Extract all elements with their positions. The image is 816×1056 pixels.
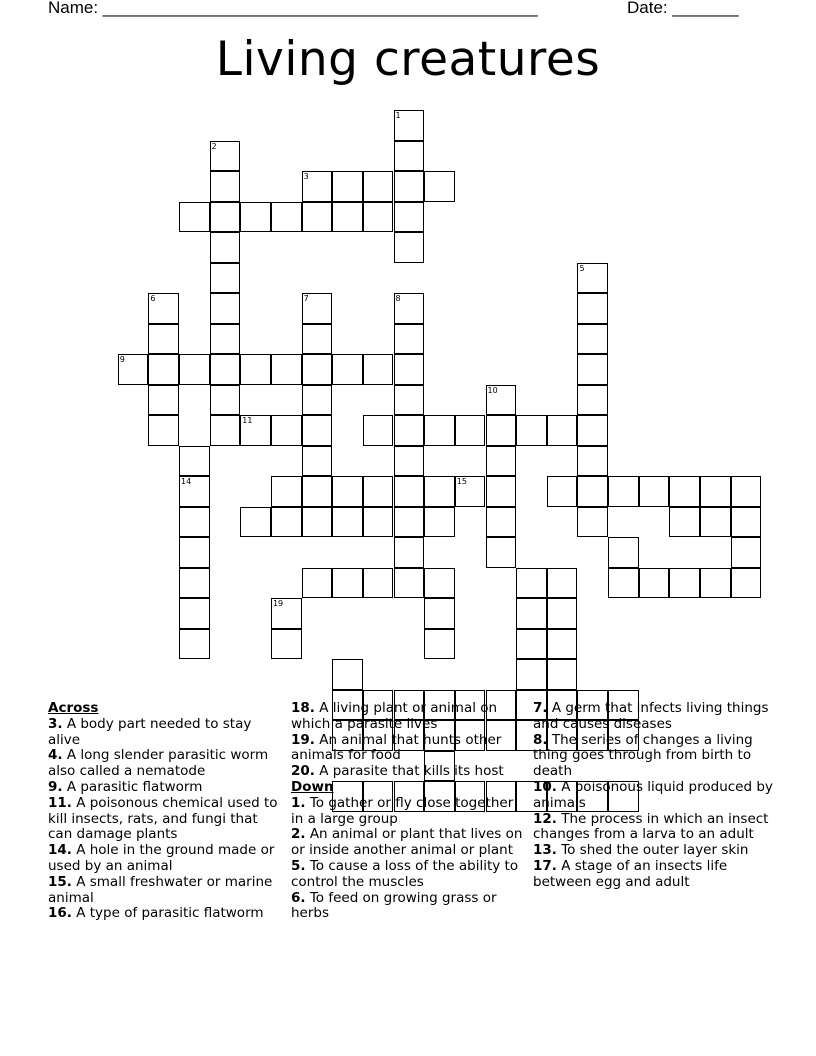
name-field-label: Name: ______________________________________________ <box>48 0 538 17</box>
clue-number: 15 <box>456 477 468 486</box>
grid-cell[interactable] <box>394 476 425 507</box>
grid-cell[interactable] <box>639 568 670 599</box>
clue-item-text: To feed on growing grass or herbs <box>291 889 497 922</box>
grid-cell[interactable] <box>332 354 363 385</box>
clue-item-text: To shed the outer layer skin <box>556 842 749 859</box>
clues-column-3 <box>533 701 773 891</box>
grid-cell[interactable] <box>394 385 425 416</box>
grid-cell[interactable] <box>608 537 639 568</box>
clue-item-text: To gather or fly close together in a large group <box>291 794 514 827</box>
clue-number: 10 <box>487 385 498 395</box>
grid-cell[interactable] <box>240 354 271 385</box>
grid-cell[interactable] <box>577 415 608 446</box>
grid-cell[interactable] <box>302 568 333 599</box>
grid-cell[interactable] <box>577 507 608 538</box>
grid-cell[interactable] <box>731 568 762 599</box>
grid-cell[interactable] <box>669 507 700 538</box>
grid-cell[interactable] <box>577 354 608 385</box>
grid-cell[interactable] <box>516 629 547 660</box>
grid-cell[interactable] <box>516 568 547 599</box>
grid-cell[interactable] <box>547 568 578 599</box>
grid-cell[interactable] <box>700 568 731 599</box>
grid-cell[interactable] <box>210 354 241 385</box>
grid-cell[interactable] <box>486 537 517 568</box>
clue-number: 14 <box>181 477 192 486</box>
across-clue-list <box>48 717 280 922</box>
grid-cell[interactable] <box>394 171 425 202</box>
grid-cell[interactable] <box>332 659 363 690</box>
clue-item <box>533 780 773 812</box>
grid-cell[interactable] <box>516 598 547 629</box>
grid-cell[interactable] <box>424 568 455 599</box>
grid-cell[interactable] <box>271 629 302 660</box>
clue-number: 5 <box>579 263 585 273</box>
clue-item-text: A small freshwater or marine animal <box>48 873 273 906</box>
clue-number: 9 <box>119 355 125 364</box>
grid-cell[interactable] <box>148 385 179 416</box>
clue-item-number: 6. <box>291 889 306 906</box>
clue-item <box>533 701 773 733</box>
grid-cell[interactable] <box>210 324 241 355</box>
grid-cell[interactable] <box>486 476 517 507</box>
clue-item-text: The process in which an insect changes from a larva to an adult <box>533 810 769 843</box>
grid-cell[interactable] <box>424 507 455 538</box>
grid-cell[interactable] <box>608 476 639 507</box>
grid-cell[interactable] <box>486 385 517 416</box>
clue-item-number: 3. <box>48 715 63 732</box>
clue-item <box>48 875 280 907</box>
grid-cell[interactable] <box>179 629 210 660</box>
clue-item-number: 11. <box>48 794 72 811</box>
grid-cell[interactable] <box>516 659 547 690</box>
grid-cell[interactable] <box>271 598 302 629</box>
grid-cell[interactable] <box>118 354 149 385</box>
grid-cell[interactable] <box>700 507 731 538</box>
grid-cell[interactable] <box>271 476 302 507</box>
grid-cell[interactable] <box>148 293 179 324</box>
grid-cell[interactable] <box>394 293 425 324</box>
clue-number: 11 <box>242 416 253 425</box>
down-clue-list-continued <box>533 701 773 891</box>
grid-cell[interactable] <box>577 263 608 294</box>
grid-cell[interactable] <box>486 507 517 538</box>
grid-cell[interactable] <box>577 446 608 477</box>
clue-item-text: An animal or plant that lives on or inside another animal or plant <box>291 826 523 859</box>
grid-cell[interactable] <box>455 415 486 446</box>
clue-item-number: 4. <box>48 747 63 764</box>
clues-column-1 <box>48 701 280 922</box>
clue-item-number: 12. <box>533 810 557 827</box>
grid-cell[interactable] <box>363 415 394 446</box>
grid-cell[interactable] <box>332 171 363 202</box>
grid-cell[interactable] <box>302 385 333 416</box>
grid-cell[interactable] <box>210 232 241 263</box>
clue-item <box>48 717 280 749</box>
grid-cell[interactable] <box>547 415 578 446</box>
grid-cell[interactable] <box>547 598 578 629</box>
grid-cell[interactable] <box>302 415 333 446</box>
clue-item-number: 9. <box>48 778 63 795</box>
clue-number: 8 <box>395 294 401 303</box>
clue-item-number: 17. <box>533 857 557 874</box>
clue-item-number: 14. <box>48 842 72 859</box>
grid-cell[interactable] <box>577 476 608 507</box>
grid-cell[interactable] <box>271 354 302 385</box>
grid-cell[interactable] <box>424 598 455 629</box>
clue-item-text: A parasitic flatworm <box>62 778 203 795</box>
clue-item-number: 19. <box>291 731 315 748</box>
grid-cell[interactable] <box>179 568 210 599</box>
clue-number: 1 <box>395 111 401 120</box>
clue-item-text: A germ that infects living things and causes diseases <box>533 700 769 732</box>
grid-cell[interactable] <box>639 476 670 507</box>
date-field-label: Date: _______ <box>627 0 739 17</box>
grid-cell[interactable] <box>424 476 455 507</box>
clue-item-number: 8. <box>533 731 548 748</box>
clue-item-number: 20. <box>291 763 315 780</box>
clue-item-text: A living plant or animal on which a parasite lives <box>291 700 498 732</box>
grid-cell[interactable] <box>210 293 241 324</box>
grid-cell[interactable] <box>394 141 425 172</box>
grid-cell[interactable] <box>394 324 425 355</box>
grid-cell[interactable] <box>363 354 394 385</box>
grid-cell[interactable] <box>271 507 302 538</box>
grid-cell[interactable] <box>210 202 241 233</box>
clue-item-text: A type of parasitic flatworm <box>71 905 264 922</box>
grid-cell[interactable] <box>302 324 333 355</box>
clue-item <box>291 733 527 765</box>
grid-cell[interactable] <box>577 293 608 324</box>
grid-cell[interactable] <box>271 415 302 446</box>
grid-cell[interactable] <box>302 354 333 385</box>
grid-cell[interactable] <box>179 476 210 507</box>
down-heading: Down <box>291 778 334 795</box>
across-clue-list-continued <box>291 701 527 780</box>
clue-item-text: An animal that hunts other animals for food <box>291 731 502 764</box>
clues-column-2 <box>291 701 527 922</box>
grid-cell[interactable] <box>302 171 333 202</box>
clue-item-text: A poisonous chemical used to kill insects, rats, and fungi that can damage plants <box>48 794 278 843</box>
clue-item <box>48 780 280 796</box>
grid-cell[interactable] <box>516 415 547 446</box>
grid-cell[interactable] <box>210 385 241 416</box>
grid-cell[interactable] <box>240 415 271 446</box>
grid-cell[interactable] <box>394 202 425 233</box>
clue-number: 2 <box>211 141 217 151</box>
clue-item-text: To cause a loss of the ability to control the muscles <box>291 857 519 890</box>
grid-cell[interactable] <box>210 263 241 294</box>
grid-cell[interactable] <box>363 507 394 538</box>
grid-cell[interactable] <box>394 415 425 446</box>
grid-cell[interactable] <box>148 415 179 446</box>
grid-cell[interactable] <box>486 446 517 477</box>
grid-cell[interactable] <box>271 202 302 233</box>
grid-cell[interactable] <box>455 476 486 507</box>
grid-cell[interactable] <box>363 476 394 507</box>
clue-item-text: A stage of an insects life between egg and adult <box>533 857 728 890</box>
clue-item-text: A body part needed to stay alive <box>48 715 252 748</box>
down-clue-list <box>291 796 527 922</box>
clue-number: 3 <box>303 172 309 181</box>
clue-item-number: 2. <box>291 826 306 843</box>
clue-item-text: A parasite that kills its host <box>314 763 504 780</box>
grid-cell[interactable] <box>577 324 608 355</box>
grid-cell[interactable] <box>394 537 425 568</box>
clue-item <box>533 843 773 859</box>
grid-cell[interactable] <box>394 507 425 538</box>
clue-item-number: 18. <box>291 700 315 716</box>
grid-cell[interactable] <box>179 537 210 568</box>
grid-cell[interactable] <box>394 446 425 477</box>
clue-item <box>291 701 527 733</box>
clue-item <box>48 843 280 875</box>
page-title: Living creatures <box>215 32 601 87</box>
grid-cell[interactable] <box>363 568 394 599</box>
grid-cell[interactable] <box>547 476 578 507</box>
grid-cell[interactable] <box>210 141 241 172</box>
grid-cell[interactable] <box>394 568 425 599</box>
clue-item-text: A hole in the ground made or used by an animal <box>48 842 275 874</box>
clue-number: 7 <box>303 294 309 303</box>
grid-cell[interactable] <box>210 415 241 446</box>
grid-cell[interactable] <box>148 324 179 355</box>
grid-cell[interactable] <box>424 629 455 660</box>
grid-cell[interactable] <box>608 568 639 599</box>
clue-item-number: 7. <box>533 700 548 716</box>
grid-cell[interactable] <box>547 629 578 660</box>
grid-cell[interactable] <box>302 476 333 507</box>
across-heading: Across <box>48 700 99 716</box>
clue-number: 6 <box>150 294 156 303</box>
grid-cell[interactable] <box>148 354 179 385</box>
grid-cell[interactable] <box>394 232 425 263</box>
grid-cell[interactable] <box>332 476 363 507</box>
grid-cell[interactable] <box>363 171 394 202</box>
grid-cell[interactable] <box>179 354 210 385</box>
grid-cell[interactable] <box>302 446 333 477</box>
grid-cell[interactable] <box>179 202 210 233</box>
clue-item <box>533 812 773 844</box>
grid-cell[interactable] <box>424 415 455 446</box>
grid-cell[interactable] <box>210 171 241 202</box>
clue-item <box>291 891 527 923</box>
clue-item-text: A poisonous liquid produced by animals <box>533 778 773 811</box>
clue-number: 19 <box>272 599 284 608</box>
grid-cell[interactable] <box>394 354 425 385</box>
clue-item <box>48 796 280 843</box>
grid-cell[interactable] <box>302 507 333 538</box>
grid-cell[interactable] <box>363 202 394 233</box>
grid-cell[interactable] <box>240 507 271 538</box>
grid-cell[interactable] <box>700 476 731 507</box>
grid-cell[interactable] <box>731 537 762 568</box>
clue-item <box>48 906 280 922</box>
clue-item-number: 16. <box>48 905 72 922</box>
clue-item <box>533 733 773 780</box>
grid-cell[interactable] <box>302 202 333 233</box>
grid-cell[interactable] <box>179 598 210 629</box>
clue-item <box>48 748 280 780</box>
clue-item <box>291 796 527 828</box>
grid-cell[interactable] <box>179 507 210 538</box>
grid-cell[interactable] <box>394 110 425 141</box>
grid-cell[interactable] <box>669 568 700 599</box>
clue-item <box>291 827 527 859</box>
clue-item-number: 13. <box>533 842 557 859</box>
grid-cell[interactable] <box>332 202 363 233</box>
clue-item-number: 10. <box>533 778 557 795</box>
clue-item-number: 1. <box>291 794 306 811</box>
grid-cell[interactable] <box>731 507 762 538</box>
clue-item <box>291 764 527 780</box>
clue-item-text: The series of changes a living thing goes through from birth to death <box>533 731 753 780</box>
clue-item <box>291 859 527 891</box>
grid-cell[interactable] <box>424 171 455 202</box>
grid-cell[interactable] <box>332 507 363 538</box>
clue-item <box>533 859 773 891</box>
grid-cell[interactable] <box>240 202 271 233</box>
clue-item-number: 5. <box>291 857 306 874</box>
grid-cell[interactable] <box>332 568 363 599</box>
grid-cell[interactable] <box>731 476 762 507</box>
grid-cell[interactable] <box>547 659 578 690</box>
grid-cell[interactable] <box>302 293 333 324</box>
clue-item-text: A long slender parasitic worm also called a nematode <box>48 747 269 780</box>
grid-cell[interactable] <box>486 415 517 446</box>
clue-item-number: 15. <box>48 873 72 890</box>
grid-cell[interactable] <box>179 446 210 477</box>
grid-cell[interactable] <box>669 476 700 507</box>
grid-cell[interactable] <box>577 385 608 416</box>
